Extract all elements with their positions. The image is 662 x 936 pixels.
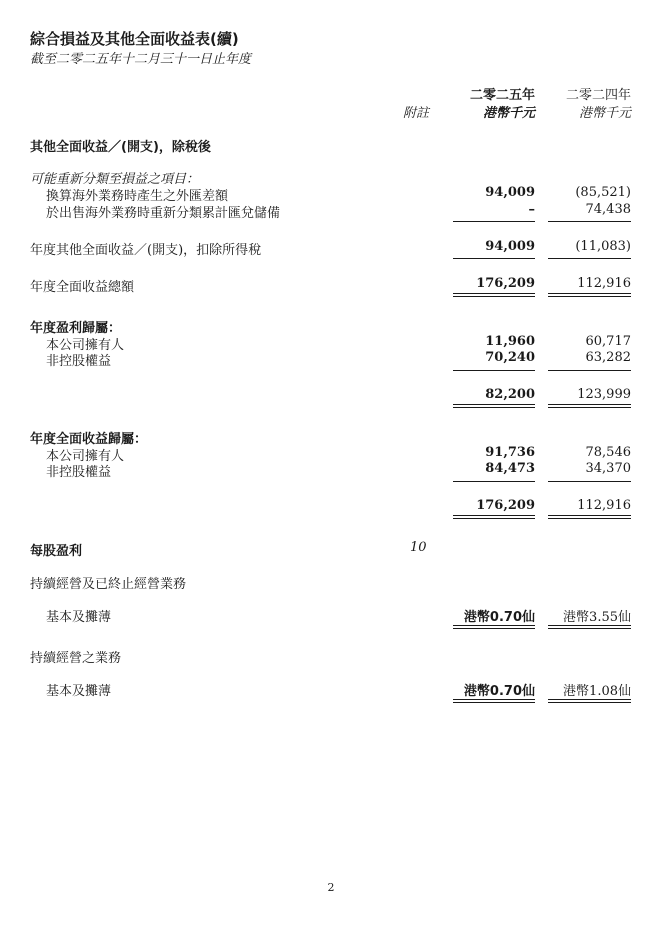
profit-nci-label: 非控股權益 [46, 354, 112, 369]
rule [453, 370, 535, 371]
cont-disc-ops-label: 持續經營及已終止經營業務 [30, 577, 187, 592]
oci-section-heading: 其他全面收益／(開支)，除稅後 [30, 140, 211, 155]
eps-basic-current-2: 港幣0.70仙 [463, 684, 535, 699]
tci-owners-current: 91,736 [485, 445, 535, 460]
double-rule [548, 699, 631, 703]
profit-nci-current: 70,240 [485, 350, 535, 365]
note-column-header: 附註 [403, 106, 430, 121]
tci-owners-prior: 78,546 [585, 445, 631, 460]
cont-ops-label: 持續經營之業務 [30, 651, 122, 666]
double-rule [548, 293, 631, 297]
tci-prior: 112,916 [577, 276, 631, 291]
double-rule [548, 625, 631, 629]
rule [548, 258, 631, 259]
prior-year-header: 二零二四年 [565, 88, 631, 103]
rule [548, 481, 631, 482]
tci-attr-heading: 年度全面收益歸屬： [30, 432, 148, 447]
eps-note-ref: 10 [410, 540, 427, 555]
tci-total-current: 176,209 [476, 498, 535, 513]
reclass-reserve-label: 於出售海外業務時重新分類累計匯兌儲備 [46, 206, 281, 221]
statement-title: 綜合損益及其他全面收益表(續) [30, 30, 239, 48]
rule [453, 258, 535, 259]
profit-owners-current: 11,960 [485, 334, 535, 349]
oci-total-current: 94,009 [485, 239, 535, 254]
double-rule [453, 625, 535, 629]
statement-subtitle: 截至二零二五年十二月三十一日止年度 [30, 52, 252, 67]
rule [548, 370, 631, 371]
fx-diff-label: 換算海外業務時產生之外匯差額 [46, 189, 229, 204]
profit-attr-heading: 年度盈利歸屬： [30, 321, 122, 336]
double-rule [453, 515, 535, 519]
tci-owners-label: 本公司擁有人 [46, 449, 125, 464]
basic-diluted-label-1: 基本及攤薄 [46, 610, 112, 625]
page-number: 2 [327, 881, 335, 894]
profit-nci-prior: 63,282 [585, 350, 631, 365]
eps-heading: 每股盈利 [30, 544, 83, 559]
basic-diluted-label-2: 基本及攤薄 [46, 684, 112, 699]
tci-total-prior: 112,916 [577, 498, 631, 513]
tci-nci-label: 非控股權益 [46, 465, 112, 480]
reclass-reserve-current: – [528, 202, 535, 217]
reclass-subheading: 可能重新分類至損益之項目： [30, 172, 200, 187]
rule [548, 221, 631, 222]
rule [453, 221, 535, 222]
double-rule [453, 293, 535, 297]
eps-basic-prior-2: 港幣1.08仙 [563, 684, 631, 699]
eps-basic-prior-1: 港幣3.55仙 [563, 610, 631, 625]
double-rule [548, 515, 631, 519]
rule [453, 481, 535, 482]
current-year-header: 二零二五年 [469, 88, 535, 103]
double-rule [548, 404, 631, 408]
tci-label: 年度全面收益總額 [30, 280, 135, 295]
current-unit-header: 港幣千元 [482, 106, 535, 121]
profit-owners-label: 本公司擁有人 [46, 338, 125, 353]
prior-unit-header: 港幣千元 [578, 106, 631, 121]
profit-owners-prior: 60,717 [585, 334, 631, 349]
reclass-reserve-prior: 74,438 [585, 202, 631, 217]
double-rule [453, 404, 535, 408]
tci-nci-prior: 34,370 [585, 461, 631, 476]
double-rule [453, 699, 535, 703]
eps-basic-current-1: 港幣0.70仙 [463, 610, 535, 625]
profit-total-prior: 123,999 [577, 387, 631, 402]
fx-diff-prior: (85,521) [575, 185, 631, 200]
tci-current: 176,209 [476, 276, 535, 291]
tci-nci-current: 84,473 [485, 461, 535, 476]
oci-total-prior: (11,083) [575, 239, 631, 254]
fx-diff-current: 94,009 [485, 185, 535, 200]
oci-total-label: 年度其他全面收益／(開支)，扣除所得稅 [30, 243, 262, 258]
profit-total-current: 82,200 [485, 387, 535, 402]
